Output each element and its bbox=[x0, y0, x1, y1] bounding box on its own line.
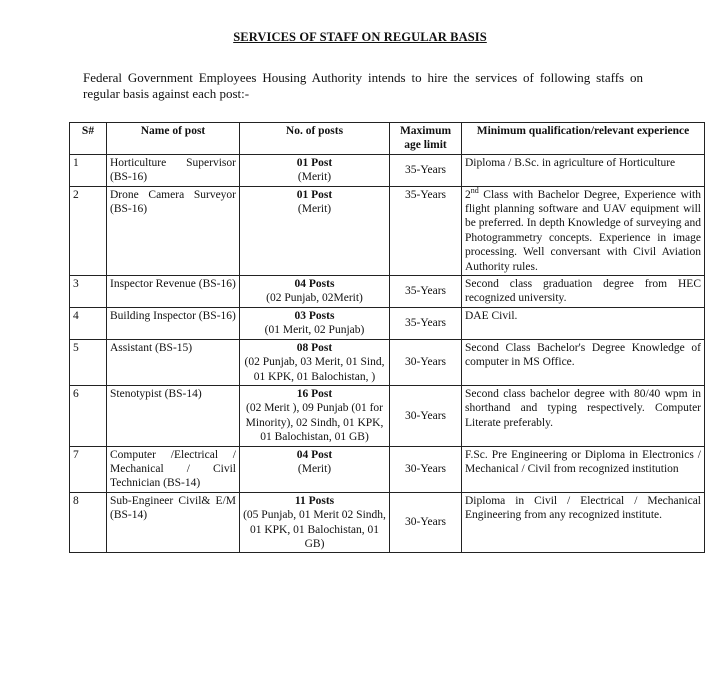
row-serial: 4 bbox=[70, 307, 107, 339]
post-count-detail: (02 Punjab, 02Merit) bbox=[266, 292, 363, 305]
row-qualification: Second class graduation degree from HEC recognized university. bbox=[462, 276, 705, 308]
row-post-count bbox=[240, 339, 390, 385]
header-age-limit: Maximum age limit bbox=[390, 123, 462, 155]
post-count-total: 01 Post bbox=[296, 188, 333, 201]
table-row bbox=[70, 339, 705, 385]
row-serial: 7 bbox=[70, 446, 107, 492]
qualification-ordinal-suffix: nd bbox=[470, 185, 479, 195]
row-serial: 1 bbox=[70, 154, 107, 186]
table-row bbox=[70, 154, 705, 186]
row-age-limit: 35-Years bbox=[390, 154, 462, 186]
row-post-count bbox=[240, 446, 390, 492]
row-post-name: Assistant (BS-15) bbox=[107, 339, 240, 385]
row-qualification: Second class bachelor degree with 80/40 wpm in shorthand and typing respectively. Computer Literate preferably. bbox=[462, 385, 705, 446]
table-row bbox=[70, 276, 705, 308]
post-count-detail: (01 Merit, 02 Punjab) bbox=[264, 324, 365, 337]
table-row bbox=[70, 307, 705, 339]
row-age-limit: 35-Years bbox=[390, 186, 462, 275]
header-post-name: Name of post bbox=[107, 123, 240, 155]
post-count-total: 03 Posts bbox=[294, 309, 335, 322]
row-qualification bbox=[462, 186, 705, 275]
qualification-ordinal: 2 bbox=[465, 188, 471, 201]
post-count-detail: (Merit) bbox=[297, 203, 332, 216]
row-qualification: Diploma / B.Sc. in agriculture of Horticulture bbox=[462, 154, 705, 186]
row-qualification: Second Class Bachelor's Degree Knowledge of computer in MS Office. bbox=[462, 339, 705, 385]
post-count-total: 04 Posts bbox=[294, 278, 335, 291]
row-age-limit: 35-Years bbox=[390, 307, 462, 339]
row-post-name: Drone Camera Surveyor (BS-16) bbox=[107, 186, 240, 275]
qualification-text: Class with Bachelor Degree, Experience with flight planning software and UAV equipment will be preferred. In depth Knowledge of surveying and Photogrammetry concepts. Experience in image processing. Well conversant with Civil Aviation Authority rules. bbox=[465, 188, 701, 273]
post-count-detail: (Merit) bbox=[297, 462, 332, 475]
row-age-limit: 30-Years bbox=[390, 446, 462, 492]
row-post-name: Building Inspector (BS-16) bbox=[107, 307, 240, 339]
row-age-limit: 30-Years bbox=[390, 385, 462, 446]
row-post-name: Sub-Engineer Civil& E/M (BS-14) bbox=[107, 492, 240, 553]
row-post-count bbox=[240, 385, 390, 446]
row-post-count bbox=[240, 186, 390, 275]
post-count-detail: (02 Merit ), 09 Punjab (01 for Minority), 02 Sindh, 01 KPK, 01 Balochistan, 01 GB) bbox=[245, 402, 384, 444]
row-post-count bbox=[240, 307, 390, 339]
table-row bbox=[70, 186, 705, 275]
post-count-total: 01 Post bbox=[296, 156, 333, 169]
header-qualification: Minimum qualification/relevant experience bbox=[462, 123, 705, 155]
table-row bbox=[70, 385, 705, 446]
header-serial: S# bbox=[70, 123, 107, 155]
page-title: SERVICES OF STAFF ON REGULAR BASIS bbox=[233, 30, 487, 44]
post-count-total: 04 Post bbox=[296, 448, 333, 461]
table-row bbox=[70, 446, 705, 492]
post-count-total: 08 Post bbox=[296, 341, 333, 354]
row-qualification: Diploma in Civil / Electrical / Mechanical Engineering from any recognized institute. bbox=[462, 492, 705, 553]
row-age-limit: 30-Years bbox=[390, 492, 462, 553]
posts-table bbox=[69, 122, 705, 553]
header-post-count: No. of posts bbox=[240, 123, 390, 155]
row-post-name: Computer /Electrical / Mechanical / Civil Technician (BS-14) bbox=[107, 446, 240, 492]
post-count-detail: (Merit) bbox=[297, 171, 332, 184]
row-post-name: Inspector Revenue (BS-16) bbox=[107, 276, 240, 308]
row-age-limit: 30-Years bbox=[390, 339, 462, 385]
row-serial: 3 bbox=[70, 276, 107, 308]
post-count-total: 16 Post bbox=[296, 387, 333, 400]
row-post-name: Stenotypist (BS-14) bbox=[107, 385, 240, 446]
row-serial: 5 bbox=[70, 339, 107, 385]
row-post-name: Horticulture Supervisor (BS-16) bbox=[107, 154, 240, 186]
row-qualification: F.Sc. Pre Engineering or Diploma in Electronics / Mechanical / Civil from recognized institution bbox=[462, 446, 705, 492]
post-count-total: 11 Posts bbox=[294, 494, 335, 507]
table-header-row bbox=[70, 123, 705, 155]
intro-paragraph: Federal Government Employees Housing Authority intends to hire the services of following staffs on regular basis against each post:- bbox=[83, 70, 643, 101]
table-row bbox=[70, 492, 705, 553]
row-post-count bbox=[240, 154, 390, 186]
row-serial: 6 bbox=[70, 385, 107, 446]
row-serial: 8 bbox=[70, 492, 107, 553]
row-post-count bbox=[240, 492, 390, 553]
post-count-detail: (02 Punjab, 03 Merit, 01 Sind, 01 KPK, 01 Balochistan, ) bbox=[244, 356, 385, 383]
row-age-limit: 35-Years bbox=[390, 276, 462, 308]
row-post-count bbox=[240, 276, 390, 308]
row-serial: 2 bbox=[70, 186, 107, 275]
row-qualification: DAE Civil. bbox=[462, 307, 705, 339]
post-count-detail: (05 Punjab, 01 Merit 02 Sindh, 01 KPK, 01 Balochistan, 01 GB) bbox=[243, 509, 386, 550]
